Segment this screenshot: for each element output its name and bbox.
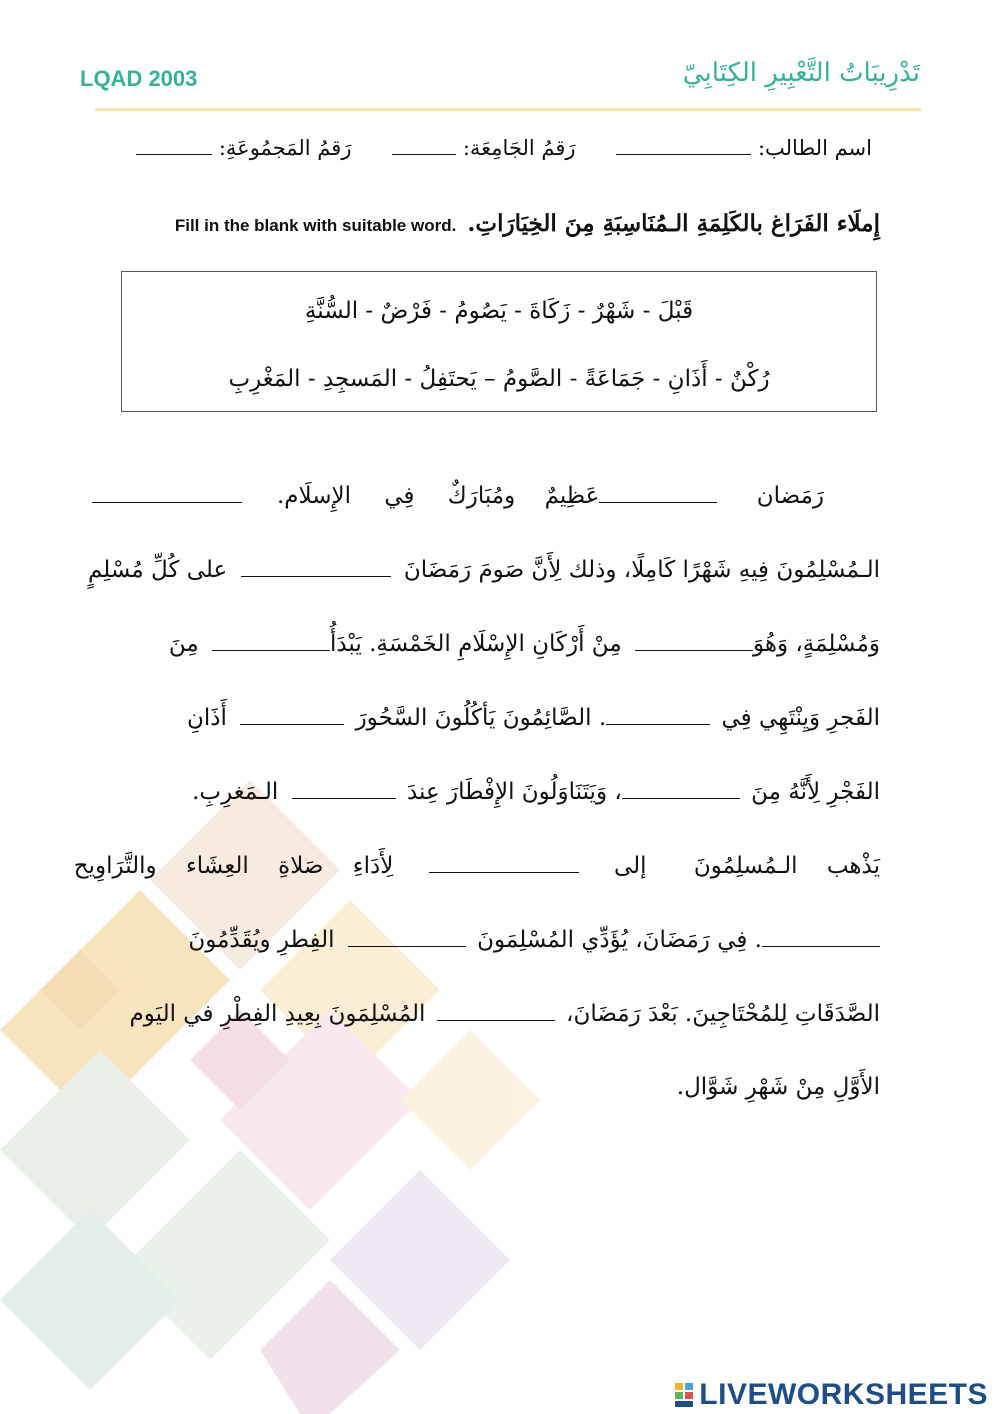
passage-text: مِنَ (168, 631, 199, 657)
passage-line-8 (120, 1000, 880, 1027)
student-name-blank[interactable] (616, 134, 751, 155)
university-number-field (392, 134, 575, 160)
liveworksheets-logo-icon (675, 1383, 693, 1407)
passage-text: والتَّرَاوِيح (73, 853, 157, 879)
passage-text: عَظِيمٌ (544, 483, 600, 509)
answer-blank-8[interactable] (622, 778, 740, 799)
university-number-blank[interactable] (392, 134, 456, 155)
course-code: LQAD 2003 (80, 66, 198, 91)
answer-blank-4[interactable] (635, 630, 753, 651)
passage-text: ومُبَارَكٌ (447, 483, 516, 509)
passage-text: إلى (613, 853, 647, 879)
passage-line-9 (120, 1074, 880, 1100)
answer-blank-1[interactable] (599, 482, 717, 503)
word-bank (121, 271, 877, 412)
word-bank-row-1: قَبْلَ - شَهْرٌ - زَكَاةَ - يَصُومُ - فَرْضٌ - السُّنَّةِ (304, 298, 694, 324)
passage-line-1 (120, 482, 880, 509)
watermark-text: LIVEWORKSHEETS (699, 1378, 988, 1411)
passage-text: وَمُسْلِمَةٍ، وَهُوَ (752, 631, 880, 657)
passage-text: الـمُسلِمُونَ (693, 853, 798, 879)
header-divider (95, 108, 921, 111)
worksheet-title: تَدْرِيبَاتُ التَّعْبِيرِ الكِتَابِيّ (682, 58, 920, 88)
answer-blank-11[interactable] (762, 926, 880, 947)
answer-blank-10[interactable] (429, 852, 579, 873)
word-bank-row-2: رُكْنٌ - أَذَانِ - جَمَاعَةً - الصَّومُ – يَحتَفِلُ - المَسجِدِ - المَغْرِبِ (228, 366, 770, 392)
passage-text: الفَجرِ وَيِنْتَهِي فِي (721, 705, 880, 731)
passage-text: العِشَاء (185, 853, 249, 879)
answer-blank-5[interactable] (212, 630, 330, 651)
instruction-english: Fill in the blank with suitable word. (174, 216, 457, 235)
university-number-label: رَقمُ الجَامِعَة: (462, 136, 576, 160)
passage-text: لِأَدَاءِ (352, 853, 394, 879)
passage-text: رَمَضان (756, 483, 824, 509)
passage-line-3 (120, 630, 880, 657)
answer-blank-9[interactable] (292, 778, 396, 799)
passage-line-7 (120, 926, 880, 953)
passage-text: الـمُسْلِمُونَ فِيهِ شَهْرًا كَامِلًا، وذلك لِأَنَّ صَومَ رَمَضَانَ (403, 557, 880, 583)
passage-text: الفِطرِ ويُقَدِّمُونَ (188, 927, 335, 953)
passage-text: الـمَغرِبِ. (192, 779, 279, 805)
passage-text: . الصَّائِمُونَ يَأكُلُونَ السَّحُورَ (355, 705, 607, 731)
student-name-field (616, 134, 872, 160)
answer-blank-7[interactable] (240, 704, 344, 725)
passage-text: ، وَيَتَنَاوَلُونَ الإِفْطَارَ عِندَ (406, 779, 622, 805)
passage-text: أَذَانِ (187, 705, 227, 731)
student-info-row (136, 134, 872, 160)
passage-text: على كُلِّ مُسْلِمٍ (87, 557, 228, 583)
passage-text: صَلاةِ (278, 853, 324, 879)
passage-text: يَذْهب (826, 853, 880, 879)
passage-line-6 (73, 852, 880, 879)
passage-line-4 (120, 704, 880, 731)
instruction-arabic: إِملَاء الفَرَاغ بالكَلِمَةِ الـمُنَاسِبَةِ مِنَ الخِيَارَاتِ. (467, 210, 880, 237)
liveworksheets-watermark (675, 1378, 988, 1412)
passage-text: . فِي رَمَضَانَ، يُؤَدِّي المُسْلِمَونَ (477, 927, 762, 953)
group-number-blank[interactable] (136, 134, 212, 155)
answer-blank-6[interactable] (606, 704, 710, 725)
passage-text: الفَجْرِ لِأَنَّهُ مِنَ (751, 779, 880, 805)
passage-text: الأَوَّلِ مِنْ شَهْرِ شَوَّال. (676, 1074, 880, 1100)
passage-text: المُسْلِمَونَ بِعِيدِ الفِطْرِ في اليَوم (129, 1001, 426, 1027)
instruction (175, 210, 880, 237)
passage-text: مِنْ أَرْكَانِ الإِسْلَامِ الخَمْسَةِ. يَبْدَأُ (329, 631, 622, 657)
passage-line-5 (120, 778, 880, 805)
answer-blank-3[interactable] (241, 556, 391, 577)
answer-blank-2[interactable] (92, 482, 242, 503)
answer-blank-13[interactable] (437, 1000, 555, 1021)
passage-text: الصَّدَقَاتِ لِلمُحْتَاجِينَ. بَعْدَ رَمَضَانَ، (566, 1001, 880, 1027)
student-name-label: اسم الطالب: (757, 136, 872, 160)
passage-text: الإِسلَام. (276, 483, 351, 509)
passage-line-2 (87, 556, 880, 583)
passage-text: فِي (384, 483, 415, 509)
answer-blank-12[interactable] (348, 926, 466, 947)
group-number-field (136, 134, 351, 160)
group-number-label: رَقمُ المَجمُوعَةِ: (218, 136, 352, 160)
